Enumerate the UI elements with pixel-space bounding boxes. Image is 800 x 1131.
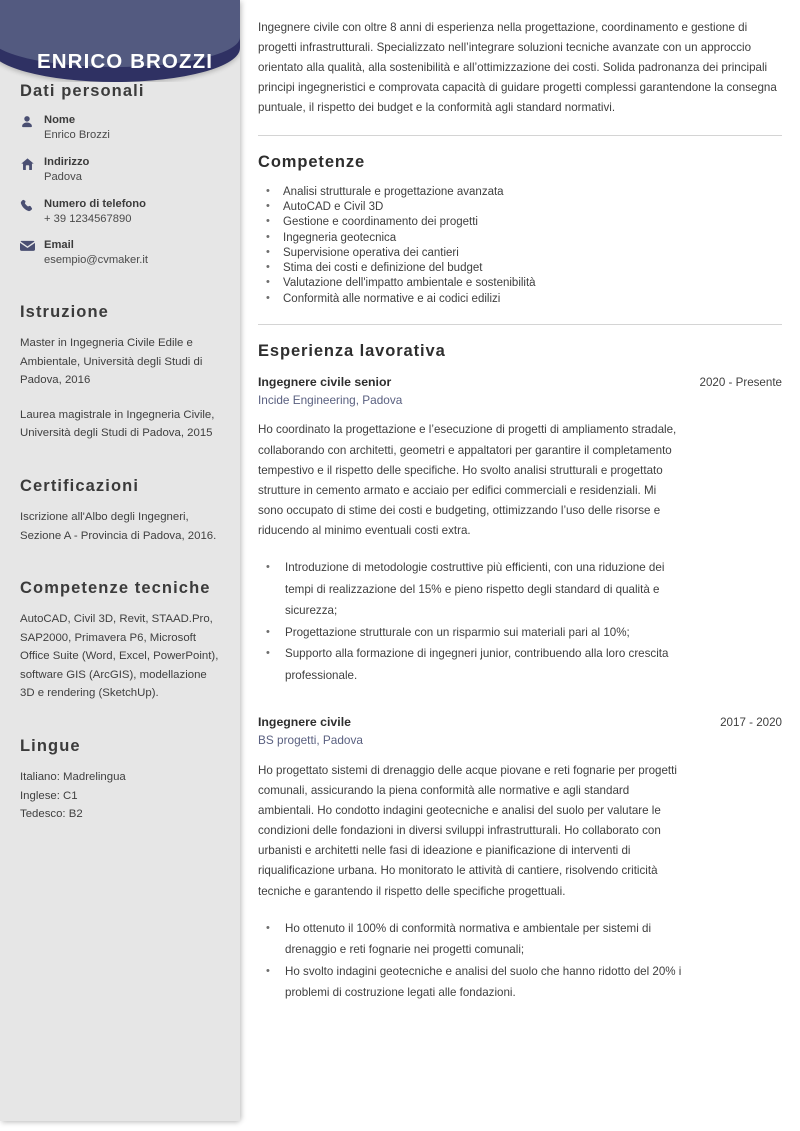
list-item: • Ho ottenuto il 100% di conformità normativa e ambientale per sistemi di drenaggio e reti fognarie nei progetti comunali; — [258, 918, 688, 961]
job-description: Ho progettato sistemi di drenaggio delle acque piovane e reti fognarie per progetti comunali, assicurando la piena conformità alle normative e agli standard ambientali. Ho condotto indagini geotecniche e analisi del suolo per valutare le condizioni delle fondazioni in diversi sviluppi infrastrutturali. Ho collaborato con urbanisti e architetti nelle fasi di ideazione e pianificazione di interventi di riqualificazione urbana. Ho monitorato le attività di cantiere, risolvendo criticità tecniche e garantendo il rispetto delle specifiche progettuali. — [258, 763, 677, 898]
list-item: • Supporto alla formazione di ingegneri junior, contribuendo alla loro crescita professionale. — [258, 643, 688, 686]
job-description: Ho coordinato la progettazione e l’esecuzione di progetti di ampliamento stradale, collaborando con architetti, geometri e appaltatori per garantire il completamento tempestivo e il rispetto delle specifiche. Ho svolto analisi strutturali e progettato strutture in cemento armato e acciaio per edifici commerciali e residenziali. Mi sono occupato di stime dei costi e budgeting, ottimizzando l’uso delle risorse e riducendo al minimo eventuali costi extra. — [258, 423, 677, 538]
sidebar-section-technical-skills — [20, 579, 220, 703]
job-achievements — [258, 918, 688, 1004]
skills-list — [258, 185, 782, 307]
section-title-technical-skills: Competenze tecniche — [20, 579, 211, 598]
main-content — [258, 0, 782, 1004]
contact-value: Enrico Brozzi — [44, 129, 110, 142]
job-date: 2020 - Presente — [699, 375, 782, 389]
person-icon — [20, 113, 44, 129]
divider — [258, 324, 782, 325]
contact-row-email — [20, 238, 220, 269]
contact-value: Padova — [44, 170, 82, 183]
divider — [258, 135, 782, 136]
candidate-name: ENRICO BROZZI — [36, 50, 214, 73]
language-item: Italiano: Madrelingua — [20, 771, 126, 784]
language-item: Inglese: C1 — [20, 789, 78, 802]
envelope-icon — [20, 238, 44, 252]
list-item: • Gestione e coordinamento dei progetti — [258, 215, 782, 230]
sidebar — [0, 0, 240, 1121]
sidebar-section-personal — [20, 82, 220, 269]
job-title: Ingegnere civile senior — [258, 374, 392, 389]
section-title-certifications: Certificazioni — [20, 477, 140, 496]
profile-summary: Ingegnere civile con oltre 8 anni di esperienza nella progettazione, coordinamento e gestione di progetti infrastrutturali. Specializzato nell’integrare soluzioni tecniche avanzate con un approccio orientato alla qualità, alla sostenibilità e all’ottimizzazione dei costi. Solida padronanza dei principali principi ingegneristici e comprovata capacità di guidare progetti complessi garantendone la consegna puntuale, il rispetto dei budget e la conformità agli standard normativi. — [258, 21, 777, 114]
job-company: Incide Engineering, Padova — [258, 393, 403, 408]
contact-label: Indirizzo — [44, 155, 90, 168]
job-title: Ingegnere civile — [258, 715, 351, 730]
list-item: • AutoCAD e Civil 3D — [258, 200, 782, 215]
contact-row-address — [20, 155, 220, 186]
contact-value: esempio@cvmaker.it — [44, 254, 148, 267]
section-title-personal: Dati personali — [20, 82, 145, 100]
home-icon — [20, 155, 44, 171]
section-skills — [258, 153, 782, 307]
job-company: BS progetti, Padova — [258, 733, 363, 748]
list-item: • Supervisione operativa dei cantieri — [258, 246, 782, 261]
job-achievements — [258, 557, 688, 686]
education-item: Master in Ingegneria Civile Edile e Ambientale, Università degli Studi di Padova, 2016 — [20, 337, 203, 387]
contact-value: + 39 1234567890 — [44, 212, 132, 225]
job-date: 2017 - 2020 — [720, 716, 782, 730]
experience-entry — [258, 714, 782, 1003]
list-item: • Stima dei costi e definizione del budget — [258, 261, 782, 276]
list-item: • Valutazione dell'impatto ambientale e sostenibilità — [258, 276, 782, 291]
contact-label: Nome — [44, 114, 76, 126]
section-title-experience: Esperienza lavorativa — [258, 341, 446, 360]
list-item: • Conformità alle normative e ai codici edilizi — [258, 292, 782, 307]
list-item: • Analisi strutturale e progettazione avanzata — [258, 185, 782, 200]
language-item: Tedesco: B2 — [20, 808, 83, 821]
section-title-education: Istruzione — [20, 303, 109, 322]
section-title-languages: Lingue — [20, 737, 81, 756]
contact-row-phone — [20, 197, 220, 228]
certification-item: Iscrizione all'Albo degli Ingegneri, Sezione A - Provincia di Padova, 2016. — [20, 511, 217, 542]
list-item: • Ho svolto indagini geotecniche e analisi del suolo che hanno ridotto del 20% i problemi di costruzione legati alle fondazioni. — [258, 961, 688, 1004]
contact-label: Numero di telefono — [44, 197, 146, 210]
phone-icon — [20, 197, 44, 213]
list-item: • Progettazione strutturale con un risparmio sui materiali pari al 10%; — [258, 622, 688, 643]
education-item: Laurea magistrale in Ingegneria Civile, Università degli Studi di Padova, 2015 — [20, 408, 215, 440]
sidebar-section-languages — [20, 737, 220, 824]
list-item: • Introduzione di metodologie costruttive più efficienti, con una riduzione dei tempi di realizzazione del 15% e pieno rispetto degli standard di qualità e sicurezza; — [258, 557, 688, 621]
experience-entry — [258, 374, 782, 686]
section-title-skills: Competenze — [258, 152, 366, 171]
experience-header — [258, 374, 782, 391]
technical-skills-item: AutoCAD, Civil 3D, Revit, STAAD.Pro, SAP2000, Primavera P6, Microsoft Office Suite (Word, Excel, PowerPoint), software GIS (ArcGIS), modellazione 3D e rendering (SketchUp). — [20, 613, 219, 700]
sidebar-section-certifications — [20, 477, 220, 545]
experience-header — [258, 714, 782, 731]
contact-row-name — [20, 113, 220, 144]
contact-label: Email — [44, 239, 74, 252]
sidebar-section-education — [20, 303, 220, 443]
list-item: • Ingegneria geotecnica — [258, 231, 782, 246]
sidebar-body — [0, 82, 240, 828]
section-experience — [258, 342, 782, 1004]
